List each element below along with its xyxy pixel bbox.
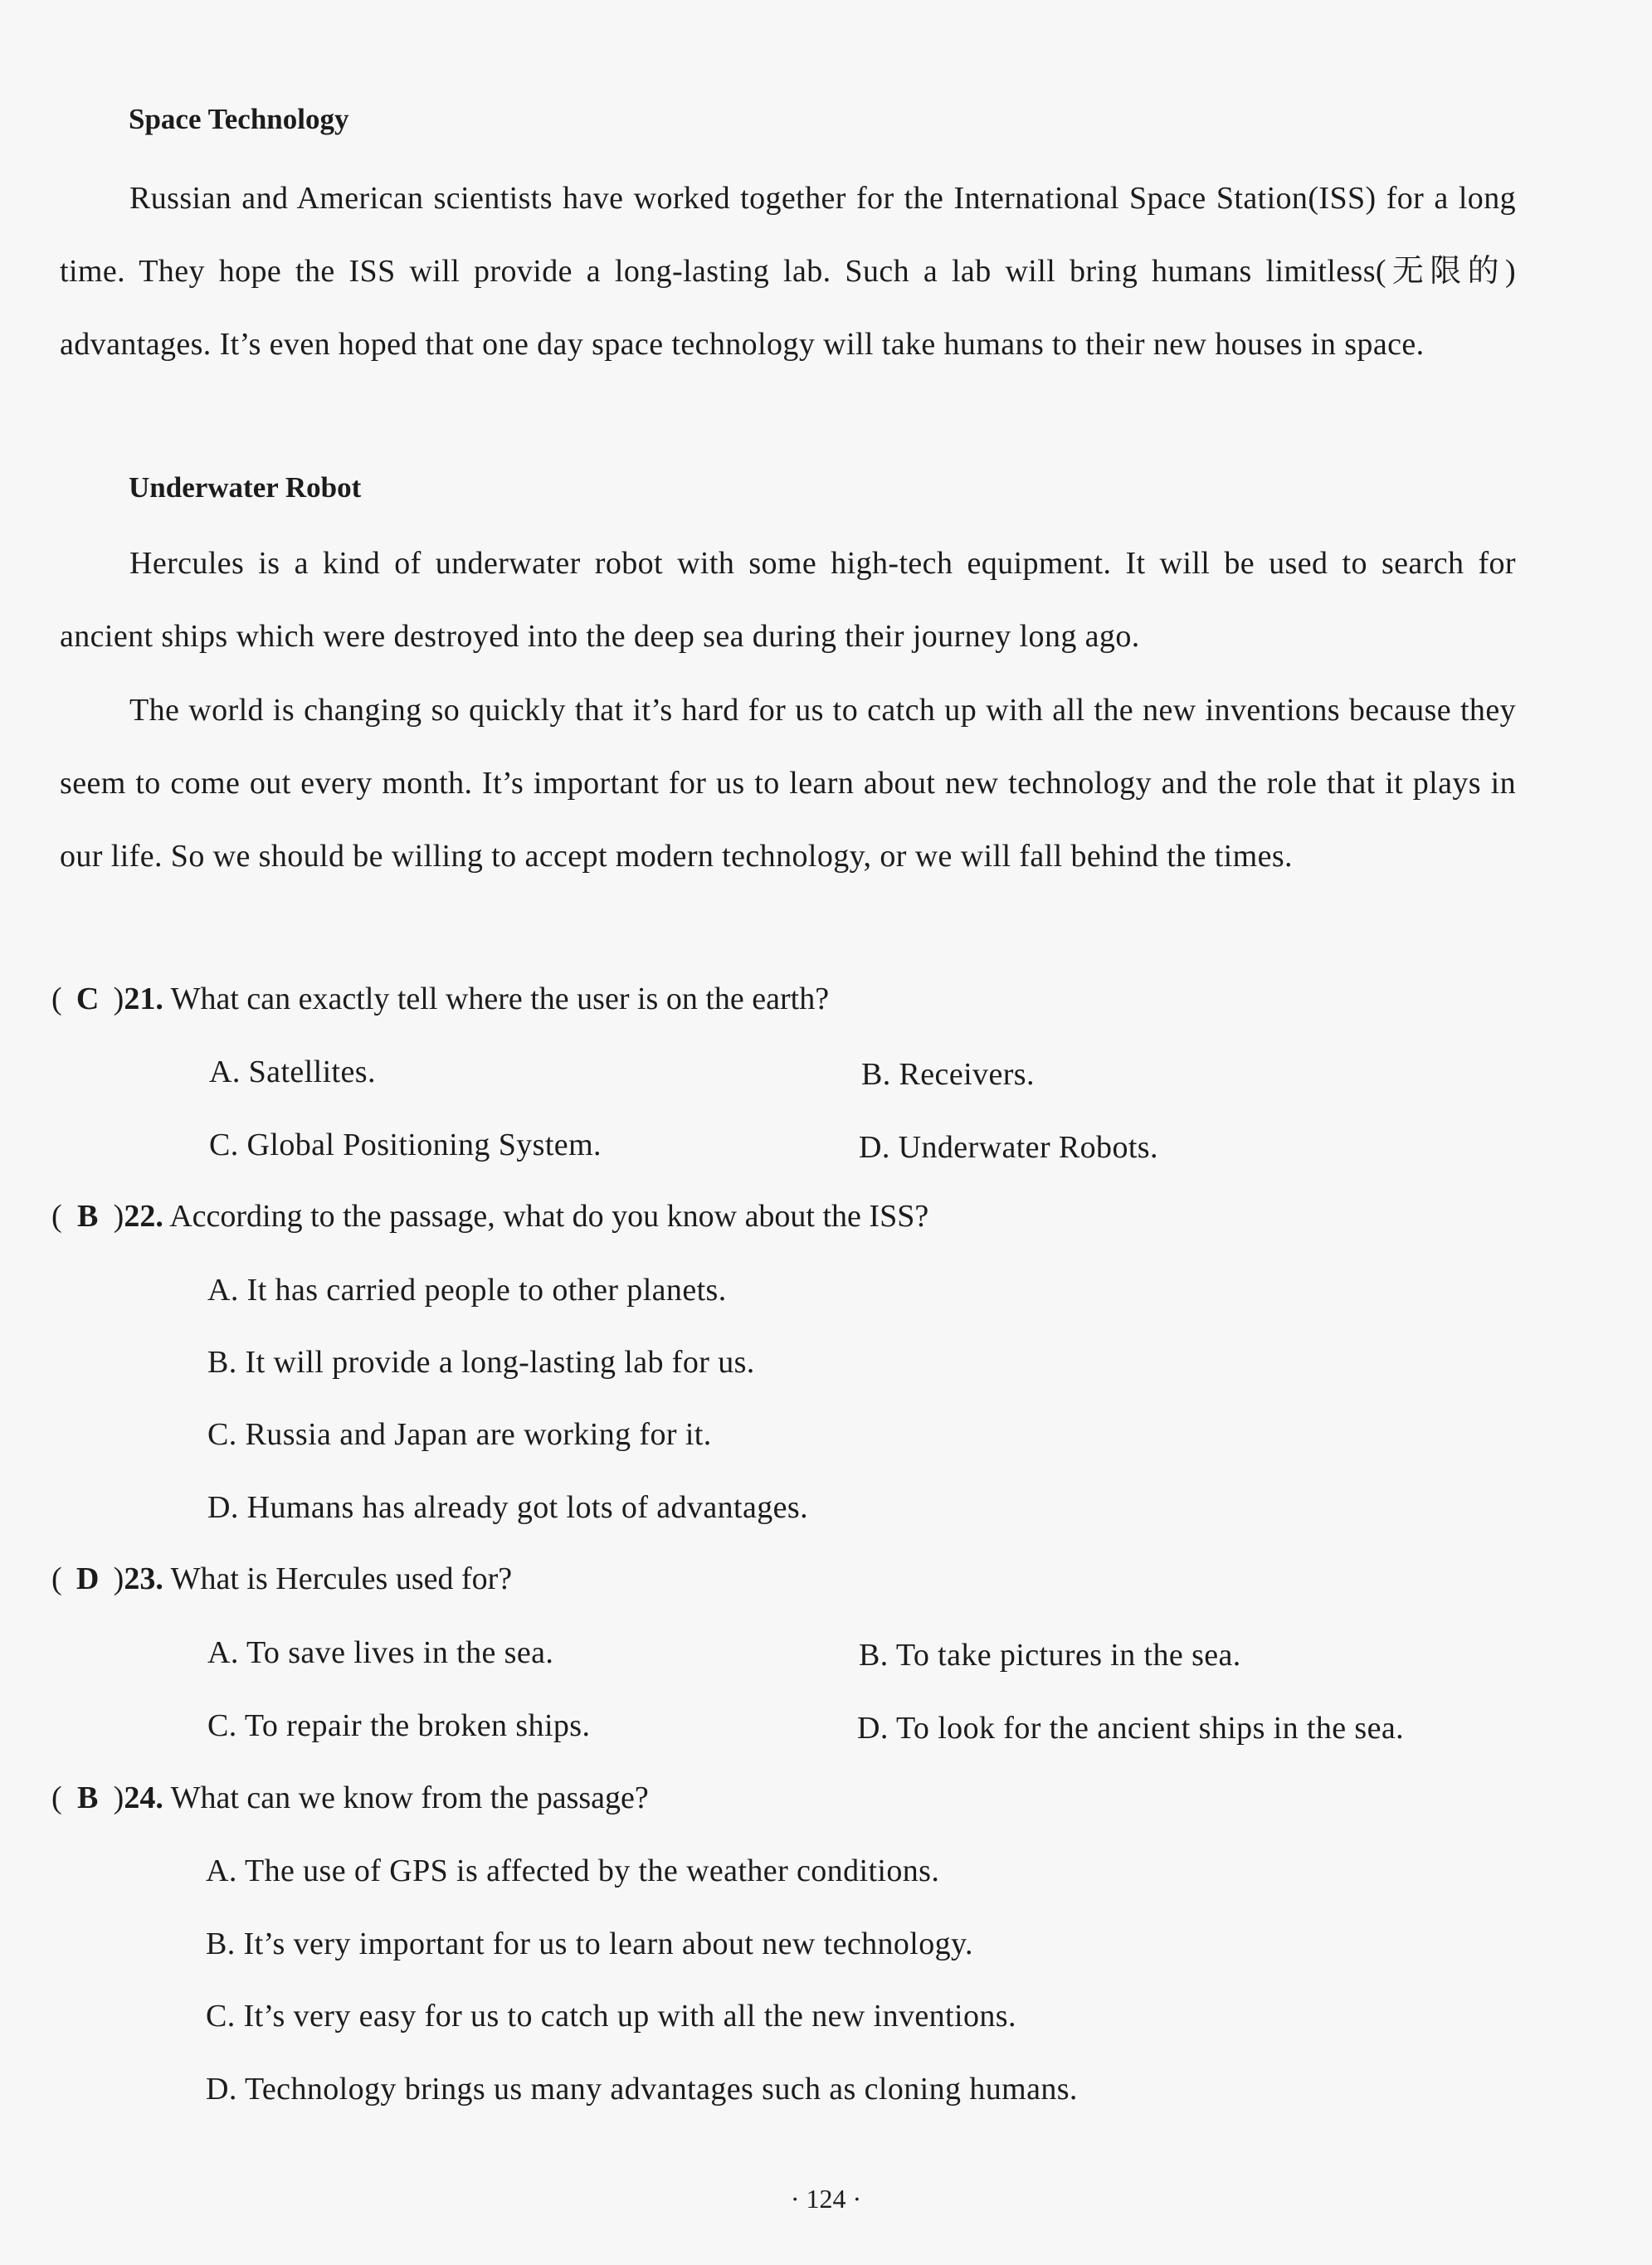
question-text-22: According to the passage, what do you know about the ISS? bbox=[169, 1199, 929, 1234]
close-paren: ) bbox=[113, 1199, 124, 1234]
question-number-21: 21. bbox=[124, 982, 163, 1016]
paragraph-underwater-robot: Hercules is a kind of underwater robot with some high-tech equipment. It will be used to search for ancient ships which were destroyed into the deep sea during their journey long ago. bbox=[60, 546, 1516, 654]
answer-23: D bbox=[76, 1561, 100, 1596]
question-21 bbox=[51, 981, 829, 1017]
question-24 bbox=[51, 1780, 649, 1816]
option-24-b: B. It’s very important for us to learn about new technology. bbox=[206, 1926, 973, 1961]
option-23-a: A. To save lives in the sea. bbox=[207, 1635, 554, 1670]
paragraph-technology-change: The world is changing so quickly that it’s hard for us to catch up with all the new inventions because they seem to come out every month. It’s important for us to learn about new technology and the role that it plays in our life. So we should be willing to accept modern technology, or we will fall behind the times. bbox=[60, 693, 1516, 874]
question-23 bbox=[51, 1561, 512, 1597]
open-paren: ( bbox=[51, 1780, 62, 1815]
answer-24: B bbox=[76, 1780, 99, 1815]
close-paren: ) bbox=[113, 1780, 124, 1815]
option-21-c: C. Global Positioning System. bbox=[209, 1128, 602, 1162]
option-21-a: A. Satellites. bbox=[209, 1055, 376, 1089]
open-paren: ( bbox=[51, 982, 62, 1016]
answer-21: C bbox=[76, 982, 100, 1016]
page-number: · 124 · bbox=[790, 2184, 862, 2214]
question-text-24: What can we know from the passage? bbox=[170, 1780, 649, 1815]
option-23-d: D. To look for the ancient ships in the sea. bbox=[857, 1711, 1405, 1746]
question-text-21: What can exactly tell where the user is on the earth? bbox=[170, 982, 830, 1016]
option-22-d: D. Humans has already got lots of advantages. bbox=[207, 1490, 808, 1525]
option-24-c: C. It’s very easy for us to catch up with all the new inventions. bbox=[206, 1999, 1016, 2034]
paragraph-space-technology: Russian and American scientists have worked together for the International Space Station(ISS) for a long time. They hope the ISS will provide a long-lasting lab. Such a lab will bring humans limitless(无限的) advantages. It’s even hoped that one day space technology will take humans to their new houses in space. bbox=[60, 181, 1516, 362]
question-number-24: 24. bbox=[124, 1780, 163, 1815]
section-heading-space-technology: Space Technology bbox=[129, 103, 349, 135]
answer-22: B bbox=[76, 1199, 99, 1234]
option-24-d: D. Technology brings us many advantages such as cloning humans. bbox=[206, 2072, 1078, 2107]
close-paren: ) bbox=[113, 982, 124, 1016]
question-number-22: 22. bbox=[124, 1199, 163, 1234]
option-23-b: B. To take pictures in the sea. bbox=[859, 1638, 1241, 1673]
question-text-23: What is Hercules used for? bbox=[170, 1561, 513, 1596]
open-paren: ( bbox=[51, 1199, 62, 1234]
option-23-c: C. To repair the broken ships. bbox=[207, 1708, 591, 1743]
option-24-a: A. The use of GPS is affected by the weather conditions. bbox=[206, 1853, 940, 1888]
option-22-b: B. It will provide a long-lasting lab for us. bbox=[207, 1345, 755, 1380]
option-21-b: B. Receivers. bbox=[861, 1057, 1035, 1092]
section-heading-underwater-robot: Underwater Robot bbox=[129, 471, 362, 504]
option-22-c: C. Russia and Japan are working for it. bbox=[207, 1417, 712, 1452]
close-paren: ) bbox=[113, 1561, 124, 1596]
question-number-23: 23. bbox=[124, 1561, 163, 1596]
option-21-d: D. Underwater Robots. bbox=[859, 1130, 1158, 1165]
open-paren: ( bbox=[51, 1561, 62, 1596]
option-22-a: A. It has carried people to other planets. bbox=[207, 1273, 727, 1308]
question-22 bbox=[51, 1198, 928, 1235]
